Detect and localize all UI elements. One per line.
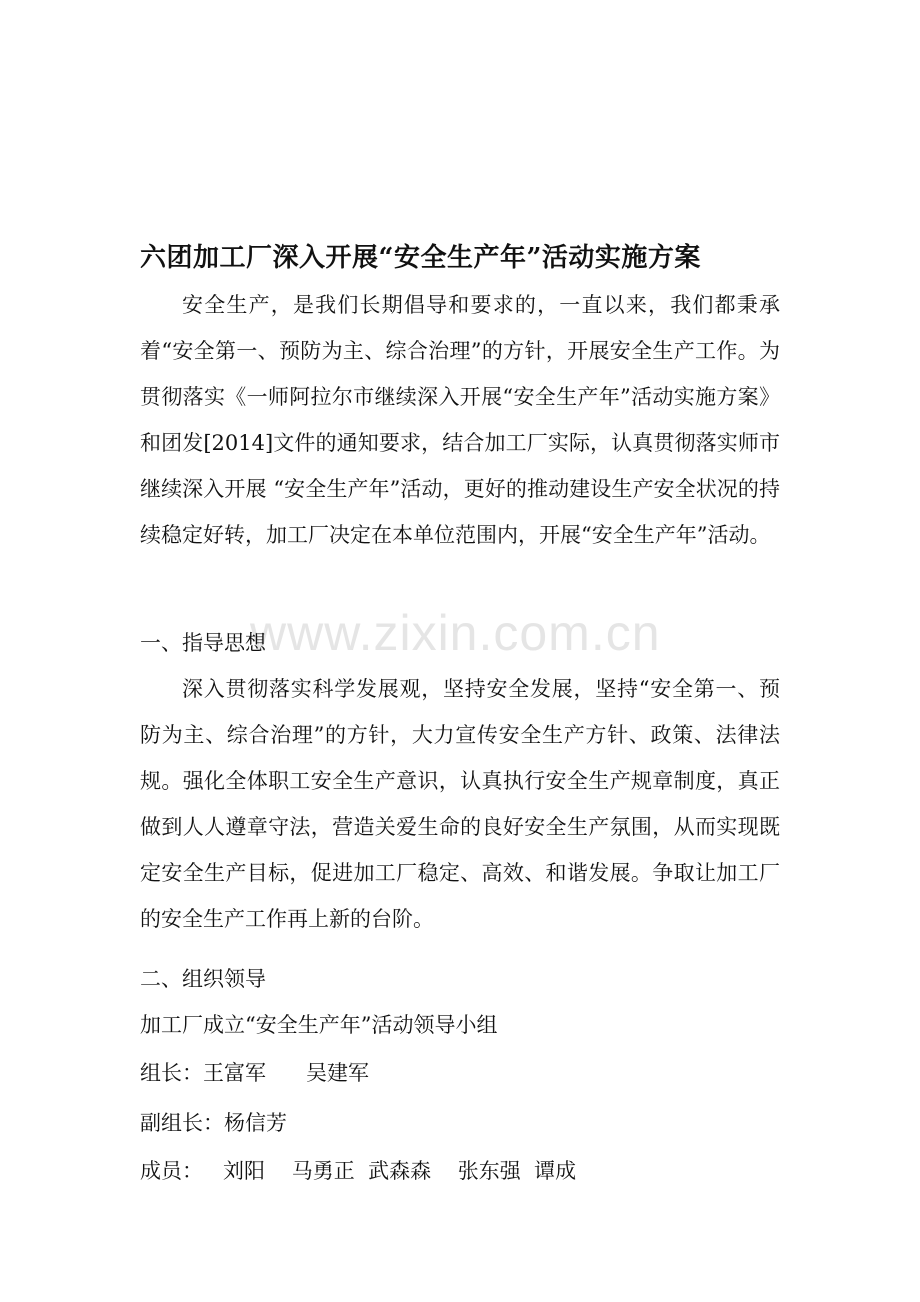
group-leader-line: 组长：王富军 吴建军 (140, 1061, 370, 1085)
intro-paragraph: 安全生产，是我们长期倡导和要求的，一直以来，我们都秉承着“安全第一、预防为主、综合治理”的方针，开展安全生产工作。为贯彻落实《一师阿拉尔市继续深入开展“安全生产年”活动实施方案》和团发[2014]文件的通知要求，结合加工厂实际，认真贯彻落实师市继续深入开展 “安全生产年”活动，更好的推动建设生产安全状况的持续稳定好转，加工厂决定在本单位范围内，开展“安全生产年”活动。 (140, 293, 780, 547)
guiding-ideology-paragraph: 深入贯彻落实科学发展观，坚持安全发展，坚持“安全第一、预防为主、综合治理”的方针，大力宣传安全生产方针、政策、法律法规。强化全体职工安全生产意识，认真执行安全生产规章制度，真正做到人人遵章守法，营造关爱生命的良好安全生产氛围，从而实现既定安全生产目标，促进加工厂稳定、高效、和谐发展。争取让加工厂的安全生产工作再上新的台阶。 (140, 677, 780, 931)
watermark: www.zixin.com.cn (250, 605, 661, 661)
leadership-group-line: 加工厂成立“安全生产年”活动领导小组 (140, 1013, 498, 1037)
deputy-leader-line: 副组长：杨信芳 (140, 1111, 287, 1135)
members-line: 成员： 刘阳 马勇正 武森森 张东强 谭成 (140, 1159, 577, 1183)
section-heading-guiding-ideology: 一、指导思想 (140, 631, 266, 655)
section-heading-organization: 二、组织领导 (140, 967, 266, 991)
document-title: 六团加工厂深入开展“安全生产年”活动实施方案 (140, 243, 701, 273)
